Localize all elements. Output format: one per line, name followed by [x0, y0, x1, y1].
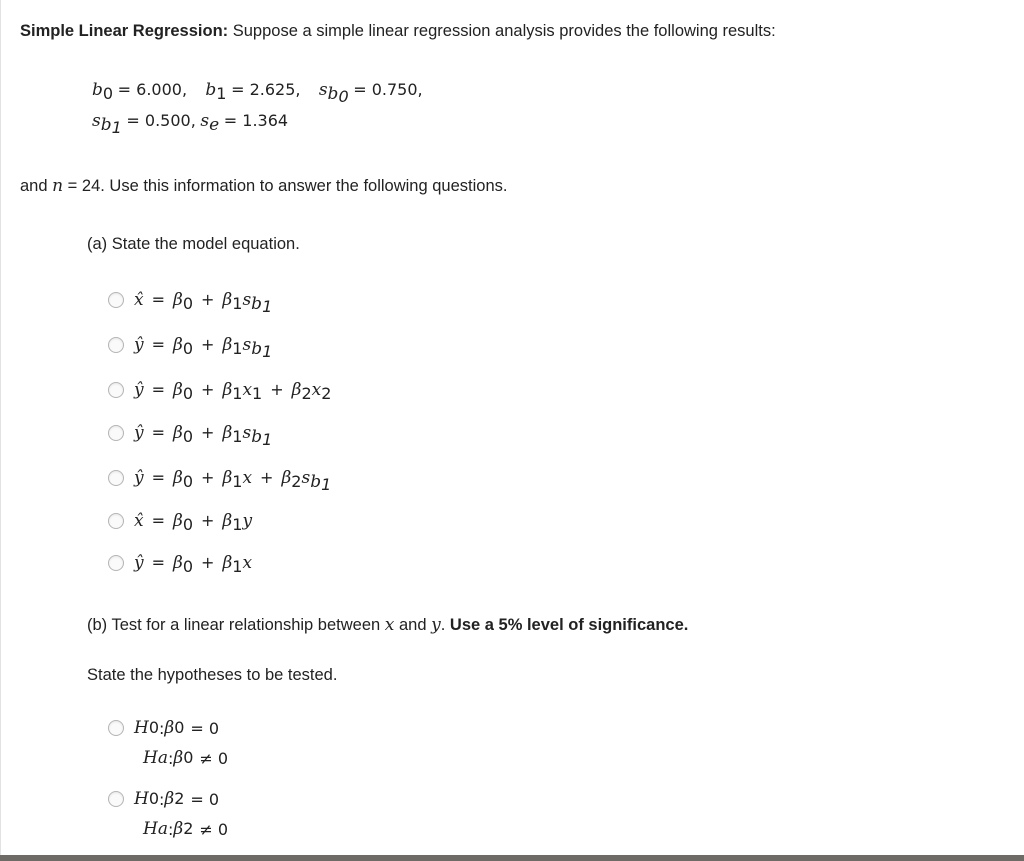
beta-symbol: β — [173, 423, 183, 443]
plus-sign: + — [201, 423, 215, 442]
h0-relation: = 0 — [190, 789, 220, 809]
model-equation — [134, 468, 332, 494]
plus-sign: + — [270, 380, 284, 399]
equation-term — [222, 423, 273, 449]
ha-relation: ≠ 0 — [199, 748, 229, 768]
variable-subscript: b1 — [251, 339, 273, 361]
equals-sign: = — [151, 511, 165, 530]
radio-button[interactable] — [108, 513, 124, 529]
beta-symbol: β — [222, 511, 233, 531]
h0-relation: = 0 — [190, 718, 220, 738]
equals-sign: = — [151, 380, 166, 399]
colon: : — [167, 748, 174, 768]
y-variable: y — [431, 615, 441, 635]
equation-term — [173, 553, 194, 576]
n-prefix: and — [20, 177, 48, 195]
model-equation — [134, 423, 273, 449]
period: . — [440, 616, 446, 634]
equation-lhs: ŷ — [134, 423, 144, 443]
plus-sign: + — [201, 511, 215, 530]
beta-symbol: β — [222, 423, 233, 443]
equation-term — [222, 290, 273, 316]
beta-subscript: 1 — [232, 339, 243, 358]
beta-symbol: β — [173, 335, 183, 355]
question-header — [20, 22, 776, 41]
model-option-1[interactable] — [108, 288, 273, 316]
results-line-2 — [92, 111, 289, 137]
equation-term — [222, 553, 253, 576]
equals-sign: = — [151, 423, 166, 442]
beta-subscript: 1 — [232, 557, 243, 576]
model-option-6[interactable] — [108, 509, 252, 533]
beta-symbol: β — [173, 468, 183, 488]
equals-sign: = — [151, 468, 166, 487]
radio-button[interactable] — [108, 555, 124, 571]
model-option-3[interactable] — [108, 378, 331, 402]
variable-subscript: b1 — [251, 294, 273, 316]
beta-subscript: 1 — [232, 515, 243, 534]
equation-term — [222, 380, 263, 403]
beta-subscript: 2 — [291, 472, 302, 491]
hypothesis-option-2[interactable] — [108, 787, 228, 841]
model-equation — [134, 380, 332, 403]
model-equation — [134, 511, 253, 534]
sb1-symbol: s — [92, 111, 101, 131]
n-line — [20, 176, 507, 196]
null-hypothesis-row: H 0 : β 0 = 0 — [108, 716, 228, 740]
term-variable: s — [301, 468, 311, 488]
beta-symbol: β — [173, 380, 183, 400]
model-equation — [134, 553, 253, 576]
se-value: = 1.364 — [223, 111, 289, 130]
term-variable: x — [242, 553, 253, 573]
variable-subsubscript: 1 — [262, 297, 273, 316]
model-option-2[interactable] — [108, 333, 273, 361]
hypotheses-prompt: State the hypotheses to be tested. — [87, 666, 338, 684]
beta-subscript: 1 — [232, 427, 243, 446]
x-variable: x — [384, 615, 395, 635]
equation-term — [173, 468, 194, 491]
part-a-question: (a) State the model equation. — [87, 235, 300, 253]
variable-subscript: b1 — [251, 427, 273, 449]
equation-lhs: x̂ — [134, 290, 144, 310]
plus-sign: + — [201, 380, 215, 399]
ha-symbol: H — [143, 748, 158, 768]
variable-subscript: 1 — [252, 384, 263, 403]
model-option-4[interactable] — [108, 421, 273, 449]
beta-symbol: β — [222, 290, 233, 310]
sb1-subsubscript: 1 — [111, 118, 122, 137]
term-variable: s — [242, 290, 252, 310]
and-word: and — [398, 616, 427, 634]
significance-instruction: Use a 5% level of significance. — [449, 616, 689, 634]
variable-subscript: 2 — [321, 384, 332, 403]
equals-sign: = — [151, 553, 166, 572]
beta-subscript: 0 — [182, 557, 194, 576]
frame-border — [0, 0, 1, 861]
variable-subscript: b1 — [310, 472, 332, 494]
results-line-1 — [92, 80, 423, 106]
plus-sign: + — [260, 468, 274, 487]
term-variable: s — [242, 335, 252, 355]
beta-symbol: β — [291, 380, 302, 400]
beta-symbol: β — [173, 819, 184, 839]
hypothesis-option-1[interactable] — [108, 716, 228, 770]
radio-button[interactable] — [108, 791, 124, 807]
sb0-subscript: b — [327, 84, 339, 104]
beta-symbol: β — [164, 789, 175, 809]
equation-term — [173, 511, 194, 534]
beta-symbol: β — [222, 380, 233, 400]
equation-term — [281, 468, 332, 494]
equation-term — [173, 290, 194, 313]
beta-symbol: β — [164, 718, 175, 738]
equation-term — [222, 468, 253, 491]
colon: : — [159, 789, 165, 809]
beta-symbol: β — [222, 335, 233, 355]
model-equation — [134, 335, 273, 361]
h0-symbol: H — [134, 718, 149, 738]
se-symbol: s — [200, 111, 210, 131]
equation-lhs: ŷ — [134, 553, 144, 573]
radio-button[interactable] — [108, 720, 124, 736]
equals-sign: = — [151, 290, 165, 309]
model-option-7[interactable] — [108, 551, 252, 575]
beta-symbol: β — [173, 748, 184, 768]
term-variable: s — [242, 423, 252, 443]
beta-symbol: β — [173, 553, 183, 573]
plus-sign: + — [201, 553, 215, 572]
equation-term — [291, 380, 332, 403]
b1-subscript: 1 — [216, 84, 227, 103]
sb1-value: = 0.500, — [126, 111, 196, 130]
plus-sign: + — [201, 290, 215, 309]
term-variable: x — [242, 468, 253, 488]
b1-value: = 2.625, — [231, 80, 301, 99]
b0-subscript: 0 — [102, 84, 114, 103]
sb0-value: = 0.750, — [353, 80, 423, 99]
variable-subsubscript: 1 — [262, 430, 273, 449]
colon: : — [167, 819, 174, 839]
beta-symbol: β — [222, 553, 233, 573]
equals-sign: = — [151, 335, 166, 354]
question-intro: Suppose a simple linear regression analysis provides the following results: — [232, 22, 776, 40]
sb1-subscript: b — [100, 115, 112, 135]
sb0-subsubscript: 0 — [338, 87, 349, 106]
ha-relation: ≠ 0 — [199, 819, 229, 839]
model-equation — [134, 290, 273, 316]
beta-symbol: β — [173, 290, 183, 310]
equation-term — [173, 335, 194, 358]
beta-subscript: 0 — [182, 384, 194, 403]
equation-term — [173, 423, 194, 446]
term-variable: y — [242, 511, 253, 531]
radio-button[interactable] — [108, 382, 124, 398]
beta-subscript: 1 — [232, 472, 243, 491]
equation-lhs: ŷ — [134, 380, 144, 400]
radio-button[interactable] — [108, 470, 124, 486]
beta-subscript: 0 — [182, 515, 194, 534]
model-option-5[interactable] — [108, 466, 332, 494]
beta-subscript: 1 — [232, 294, 243, 313]
alternative-hypothesis-row: H a : β 2 ≠ 0 — [143, 819, 229, 839]
beta-subscript: 2 — [301, 384, 312, 403]
b1-symbol: b — [205, 80, 217, 100]
sb0-symbol: s — [318, 80, 328, 100]
n-symbol: n — [52, 176, 64, 196]
beta-subscript: 0 — [182, 427, 194, 446]
colon: : — [159, 718, 165, 738]
equation-term — [222, 335, 273, 361]
part-b-question-start: (b) Test for a linear relationship between — [87, 616, 381, 634]
beta-symbol: β — [281, 468, 292, 488]
ha-symbol: H — [143, 819, 158, 839]
n-rest: = 24. Use this information to answer the following questions. — [67, 177, 508, 195]
b0-value: = 6.000, — [117, 80, 188, 99]
equation-lhs: ŷ — [134, 468, 144, 488]
radio-button[interactable] — [108, 425, 124, 441]
equation-lhs: ŷ — [134, 335, 144, 355]
equation-term — [173, 380, 194, 403]
plus-sign: + — [201, 335, 215, 354]
b0-symbol: b — [92, 80, 103, 100]
part-b-question — [87, 615, 688, 635]
beta-symbol: β — [173, 511, 183, 531]
bottom-edge-bar — [0, 855, 1024, 861]
alternative-hypothesis-row: H a : β 0 ≠ 0 — [143, 748, 229, 768]
equation-lhs: x̂ — [134, 511, 144, 531]
plus-sign: + — [201, 468, 215, 487]
variable-subsubscript: 1 — [321, 475, 332, 494]
beta-symbol: β — [222, 468, 233, 488]
term-variable: x — [311, 380, 322, 400]
equation-term — [222, 511, 253, 534]
question-title: Simple Linear Regression: — [20, 22, 229, 40]
radio-button[interactable] — [108, 337, 124, 353]
beta-subscript: 0 — [182, 339, 194, 358]
h0-symbol: H — [134, 789, 149, 809]
beta-subscript: 0 — [182, 294, 194, 313]
beta-subscript: 0 — [182, 472, 194, 491]
beta-subscript: 1 — [232, 384, 243, 403]
null-hypothesis-row: H 0 : β 2 = 0 — [108, 787, 228, 811]
se-subscript: e — [209, 115, 220, 135]
variable-subsubscript: 1 — [262, 342, 273, 361]
radio-button[interactable] — [108, 292, 124, 308]
term-variable: x — [242, 380, 253, 400]
